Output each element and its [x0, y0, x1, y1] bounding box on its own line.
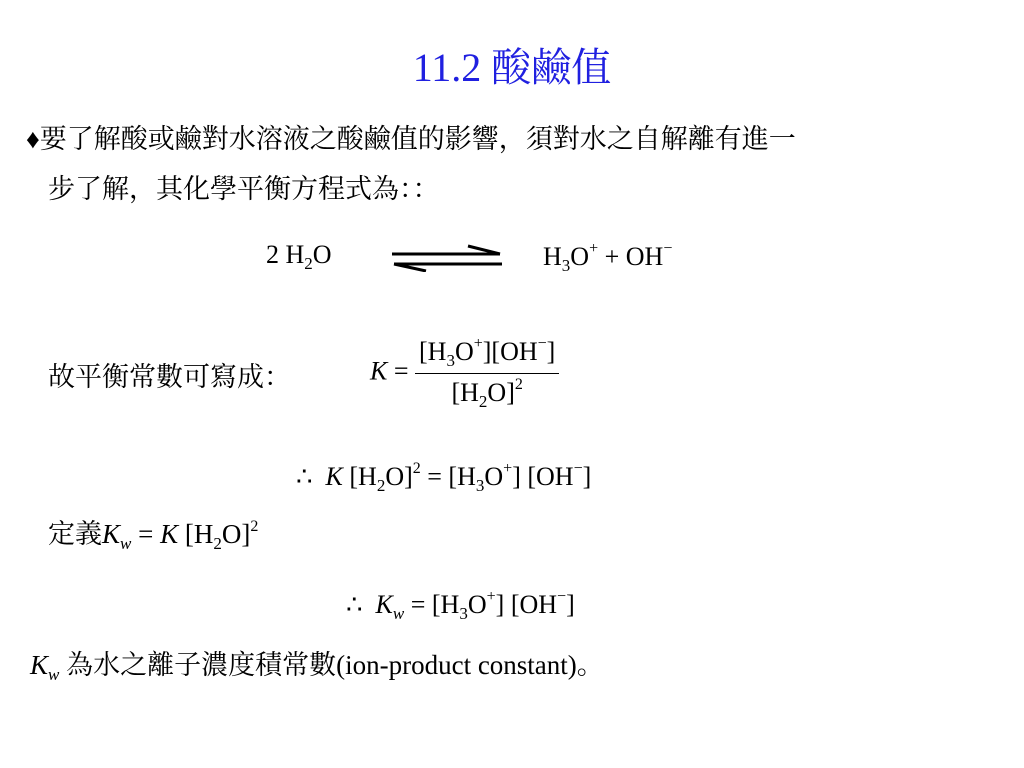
therefore-symbol: ∴ [346, 590, 363, 619]
k-fraction [415, 335, 559, 412]
slide-title: 11.2 酸鹼值 [412, 45, 612, 90]
reaction-reactant: 2 $H_2O$ [266, 240, 332, 273]
therefore-equation-2: ∴ $K_w = [H_3O^+]$ [OH−] [346, 588, 575, 623]
intro-line-1: 要了解酸或鹼對水溶液之酸鹼值的影響，須對水之自解離有進一 [39, 124, 796, 154]
reaction-products: $H_3O^+ + OH^-$ [543, 240, 673, 275]
k-expression: K = $\frac{[H_3O^+][OH^-]}{[H_2O]^2}$ [370, 335, 559, 412]
kw-conclusion: $K_w$ 為水之離子濃度積常數(ion-product constant)。 [30, 650, 604, 684]
k-numerator: $[H_3O^+][OH^-]$ [415, 335, 559, 374]
kw-definition: 定義$K_w = K$ $[H_2O]^2$ [48, 518, 259, 553]
bullet-diamond-icon: ♦ [26, 124, 40, 154]
intro-line-2: 步了解，其化學平衡方程式為：： [48, 174, 440, 204]
therefore-symbol: ∴ [296, 462, 313, 491]
equilibrium-label: 故平衡常數可寫成： [48, 362, 291, 392]
intro-paragraph [26, 122, 796, 156]
k-denominator: $[H_2O]^2$ [451, 376, 523, 411]
therefore-equation-1: ∴ K $[H_2O]^2 = [H_3O^+]$ [OH−] [296, 460, 592, 495]
equilibrium-arrows-icon [388, 244, 506, 272]
